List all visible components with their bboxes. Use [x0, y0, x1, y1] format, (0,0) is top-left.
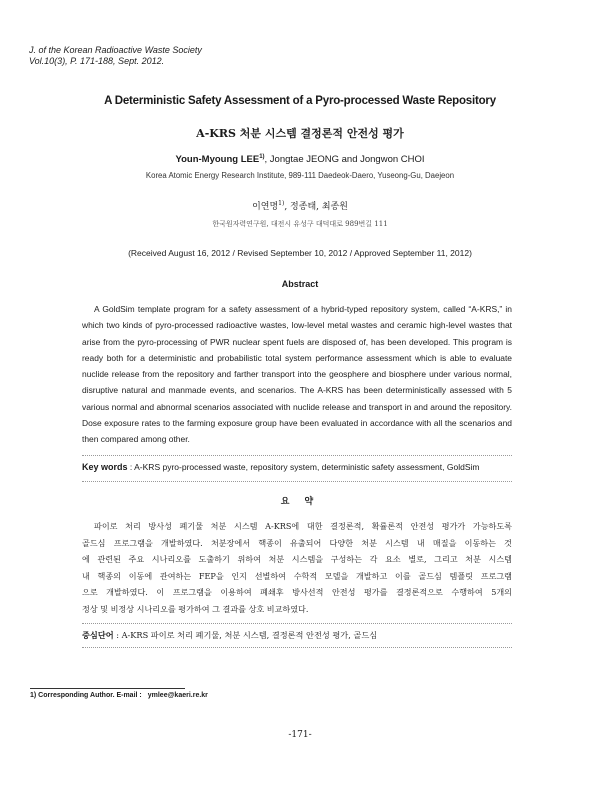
journal-citation	[29, 45, 202, 67]
abstract-line: various normal and abnormal scenarios associated with nuclide release and transport in and around the repository.	[82, 401, 512, 412]
author-mark-ko: 1)	[278, 200, 285, 207]
divider	[82, 623, 512, 624]
abstract-line: arise from the pyro-processing of PWR nuclear spent fuels are disposed of, has been developed. This program is	[82, 336, 512, 347]
abstract-line: ready both for a deterministic and probabilistic total system performance assessment which is able to evaluate	[82, 352, 512, 363]
authors-korean	[0, 199, 600, 212]
abstract-line: disruptive natural and manmade events, and scenarios. The A-KRS has been deterministically assessed with 5	[82, 385, 512, 396]
korean-line: 내 핵종의 이동에 관여하는 FEP을 인지 선별하여 수학적 모델을 개발하고 이를 골드심 템플릿 프로그램	[82, 570, 512, 581]
korean-line: 파이로 처리 방사성 폐기물 처분 시스템 A-KRS에 대한 결정론적, 확률론적 안전성 평가가 가능하도록	[94, 521, 512, 531]
journal-volume: Vol.10(3), P. 171-188, Sept. 2012.	[29, 56, 165, 66]
divider	[82, 481, 512, 482]
keywords	[82, 462, 479, 472]
abstract-line: A GoldSim template program for a safety assessment of a hybrid-typed repository system, called “A-KRS,” in	[94, 304, 512, 314]
affiliation-english: Korea Atomic Energy Research Institute, 989-111 Daedeok-Daero, Yuseong-Gu, Daejeon	[145, 171, 455, 180]
footnote-label: 1) Corresponding Author. E-mail :	[30, 692, 142, 699]
abstract-line: nuclide release from the repository and farther transport into the geosphere and biosphere under various normal,	[82, 369, 512, 380]
korean-line: 골드심 프로그램을 개발하였다. 처분장에서 핵종이 유출되어 다양한 처분 시스템 내 매질을 이동하는 것	[82, 537, 512, 548]
keywords-korean	[82, 630, 377, 641]
abstract-line: then compared among other.	[82, 434, 190, 445]
affiliation-korean: 한국원자력연구원, 대전시 유성구 대덕대로 989번길 111	[212, 220, 388, 228]
korean-line: 으로 개발하였다. 이 프로그램을 이용하여 폐쇄후 방사선적 안전성 평가를 결정론적으로 수행하여 5개의	[82, 587, 512, 597]
korean-line: 에 관련된 주요 시나리오를 도출하기 위하여 처분 시스템을 구성하는 각 요소 별로, 그리고 처분 시스템	[82, 554, 512, 564]
keywords-text: A-KRS pyro-processed waste, repository system, deterministic safety assessment, GoldSim	[134, 462, 480, 472]
co-authors-ko: , 정종태, 최종원	[284, 202, 348, 212]
keywords-ko-text: A-KRS 파이로 처리 폐기물, 처분 시스템, 결정론적 안전성 평가, 골드심	[121, 630, 378, 640]
korean-abstract-body	[82, 518, 512, 617]
abstract-line: Dose exposure rates to the farming exposure group have been evaluated in accordance with all the scenarios and	[82, 418, 512, 429]
keywords-ko-sep: :	[113, 630, 122, 640]
abstract-body	[82, 301, 512, 448]
co-authors: , Jongtae JEONG and Jongwon CHOI	[264, 154, 425, 166]
footnote	[30, 692, 208, 699]
divider	[82, 647, 512, 648]
authors-english	[0, 154, 600, 165]
divider	[82, 455, 512, 456]
page-number: -171-	[288, 730, 312, 740]
lead-author-ko: 이연명	[252, 202, 279, 212]
lead-author: Youn-Myoung LEE	[175, 154, 260, 166]
korean-line: 정상 및 비정상 시나리오를 평가하여 그 결과를 상호 비교하였다.	[82, 603, 309, 614]
korean-abstract-heading: 요 약	[280, 497, 320, 507]
title-korean: A-KRS 처분 시스템 결정론적 안전성 평가	[196, 127, 404, 140]
footnote-rule	[30, 688, 185, 689]
title-english: A Deterministic Safety Assessment of a Pyro-processed Waste Repository	[104, 95, 496, 107]
author-mark: 1)	[259, 154, 265, 160]
keywords-label: Key words	[82, 462, 128, 472]
keywords-ko-label: 중심단어	[82, 630, 114, 640]
footnote-email: ymlee@kaeri.re.kr	[147, 692, 208, 699]
received-dates: (Received August 16, 2012 / Revised September 10, 2012 / Approved September 11, 2012)	[128, 248, 472, 258]
abstract-heading: Abstract	[281, 279, 319, 289]
abstract-line: which two kinds of pyro-processed radioactive wastes, low-level metal wastes and ceramic high-level wastes that	[82, 320, 512, 331]
keywords-sep: :	[127, 462, 135, 472]
journal-name: J. of the Korean Radioactive Waste Society	[29, 45, 202, 55]
